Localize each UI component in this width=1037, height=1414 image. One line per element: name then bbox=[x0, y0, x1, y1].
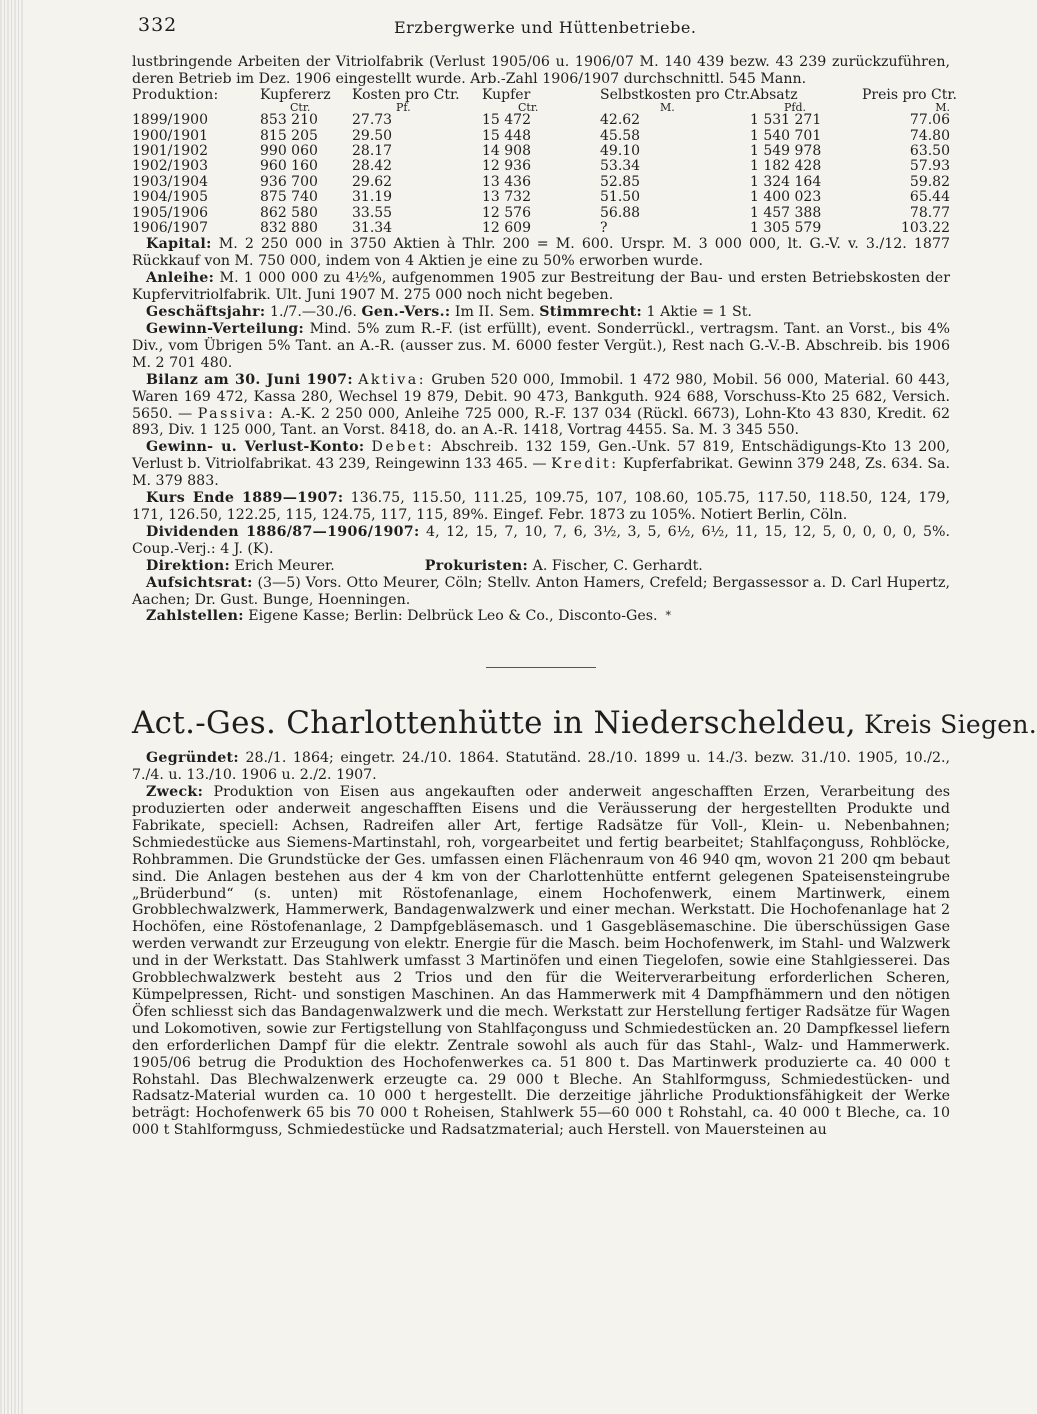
production-row bbox=[132, 190, 950, 205]
passiva-label: Passiva: bbox=[197, 405, 276, 422]
production-units-row bbox=[132, 103, 950, 113]
production-cell: 77.06 bbox=[909, 112, 950, 129]
direktion-paragraph bbox=[132, 558, 950, 575]
col-header-preis: Preis pro Ctr. bbox=[862, 86, 957, 103]
document-page bbox=[132, 14, 1037, 1139]
production-cell: 1 531 271 bbox=[750, 112, 822, 129]
running-title: Erzbergwerke und Hüttenbetriebe. bbox=[394, 18, 697, 37]
stimmrecht-label: Stimmrecht: bbox=[539, 304, 643, 321]
gewinn-verlust-label: Gewinn- u. Verlust-Konto: bbox=[146, 439, 365, 456]
kredit-label: Kredit: bbox=[551, 456, 619, 473]
company-name: Act.-Ges. Charlottenhütte in Niederscheldeu, bbox=[132, 705, 856, 742]
signature-mark: * bbox=[665, 609, 672, 623]
production-cell: 15 448 bbox=[482, 127, 531, 144]
production-cell: 29.62 bbox=[352, 173, 393, 190]
production-cell: 65.44 bbox=[909, 189, 950, 206]
production-cell: 45.58 bbox=[600, 127, 641, 144]
col-header-selbstkosten: Selbstkosten pro Ctr. bbox=[600, 86, 751, 103]
production-cell: 832 880 bbox=[260, 220, 318, 237]
scan-edge-artifact bbox=[0, 0, 24, 1414]
production-cell: 28.17 bbox=[352, 143, 393, 160]
production-cell: 1 324 164 bbox=[750, 173, 822, 190]
kurs-paragraph bbox=[132, 490, 950, 524]
gewinn-verteilung-text: Mind. 5% zum R.-F. (ist erfüllt), event. Sonderrückl., vertragsm. Tant. an Vorst., bis 4% Div., vom Übrigen 5% Tant. an A.-R. (ausser zus. M. 6000 fester Vergüt.), Rest nach G.-V.-B. Abschreib. bis 1906 M. 2 701 480. bbox=[132, 321, 950, 371]
production-cell: 29.50 bbox=[352, 127, 393, 144]
aufsichtsrat-paragraph bbox=[132, 575, 950, 609]
col-header-kupfer: Kupfer bbox=[482, 86, 531, 103]
production-cell: 42.62 bbox=[600, 112, 641, 129]
production-row bbox=[132, 144, 950, 159]
production-row bbox=[132, 159, 950, 174]
production-cell: 53.34 bbox=[600, 158, 641, 175]
bilanz-paragraph bbox=[132, 372, 950, 440]
kapital-paragraph bbox=[132, 236, 950, 270]
production-cell: 33.55 bbox=[352, 204, 393, 221]
col-header-kosten: Kosten pro Ctr. bbox=[352, 86, 460, 103]
gegruendet-paragraph bbox=[132, 750, 950, 784]
production-cell: 990 060 bbox=[260, 143, 318, 160]
production-cell: 1 457 388 bbox=[750, 204, 822, 221]
company-kreis: Kreis Siegen. bbox=[855, 710, 1037, 740]
zahlstellen-text: Eigene Kasse; Berlin: Delbrück Leo & Co., Disconto-Ges. bbox=[243, 608, 658, 625]
prokuristen-value: A. Fischer, C. Gerhardt. bbox=[528, 557, 703, 574]
geschaeftsjahr-value: 1./7.—30./6. bbox=[265, 304, 362, 321]
production-cell: 12 609 bbox=[482, 220, 531, 237]
zweck-label: Zweck: bbox=[146, 784, 204, 801]
production-rows bbox=[132, 113, 950, 236]
production-cell: 14 908 bbox=[482, 143, 531, 160]
production-cell: 31.34 bbox=[352, 220, 393, 237]
running-header bbox=[132, 14, 950, 54]
aktiva-label: Aktiva: bbox=[358, 371, 427, 388]
kurs-label: Kurs Ende 1889—1907: bbox=[146, 490, 344, 507]
production-cell: 1 400 023 bbox=[750, 189, 822, 206]
passiva-text: A.-K. 2 250 000, Anleihe 725 000, R.-F. 137 034 (Rückl. 6673), Lohn-Kto 43 830, Kredit. 62 893, Div. 1 125 000, Tant. an Vorst. 8418, do. an A.-R. 1418, Vortrag 4455. Sa. M. 3 345 550. bbox=[132, 405, 950, 439]
aufsichtsrat-text: (3—5) Vors. Otto Meurer, Cöln; Stellv. Anton Hamers, Crefeld; Bergassessor a. D. Carl Hupertz, Aachen; Dr. Gust. Bunge, Hoenningen. bbox=[132, 574, 950, 608]
production-cell: 1906/1907 bbox=[132, 220, 208, 237]
production-cell: 49.10 bbox=[600, 143, 641, 160]
debet-text: Abschreib. 132 159, Gen.-Unk. 57 819, Entschädigungs-Kto 13 200, Verlust b. Vitriolfabrikat. 43 239, Reingewinn 133 465. — bbox=[132, 439, 951, 473]
kredit-text: Kupferfabrikat. Gewinn 379 248, Zs. 634. Sa. M. 379 883. bbox=[132, 456, 951, 490]
production-table bbox=[132, 86, 957, 237]
production-cell: 1904/1905 bbox=[132, 189, 208, 206]
production-row bbox=[132, 129, 950, 144]
production-cell: 1 549 978 bbox=[750, 143, 822, 160]
page-number: 332 bbox=[138, 14, 178, 36]
dividenden-text: 4, 12, 15, 7, 10, 7, 6, 3½, 3, 5, 6½, 6½, 11, 15, 12, 5, 0, 0, 0, 0, 5%. Coup.-Verj.: 4 J. (K). bbox=[132, 523, 950, 557]
genvers-value: Im II. Sem. bbox=[450, 304, 540, 321]
production-cell: 31.19 bbox=[352, 189, 393, 206]
unit-cell: M. bbox=[935, 101, 950, 115]
production-cell: 78.77 bbox=[909, 204, 950, 221]
production-cell: 56.88 bbox=[600, 204, 641, 221]
production-cell: 936 700 bbox=[260, 173, 318, 190]
section-divider bbox=[486, 667, 596, 668]
production-cell: 1 182 428 bbox=[750, 158, 822, 175]
kapital-text: M. 2 250 000 in 3750 Aktien à Thlr. 200 = M. 600. Urspr. M. 3 000 000, lt. G.-V. v. 3./12. 1877 Rückkauf von M. 750 000, indem von 4 Aktien je eine zu 50% erworben wurde. bbox=[132, 236, 950, 270]
aktiva-text: Gruben 520 000, Immobil. 1 472 980, Mobil. 56 000, Material. 60 443, Waren 169 472, Kassa 280, Wechsel 19 879, Debit. 90 473, Bankguth. 924 688, Vorschuss-Kto 25 682, Versich. 5650. — bbox=[132, 371, 950, 422]
zahlstellen-paragraph bbox=[132, 608, 950, 625]
kapital-label: Kapital: bbox=[146, 236, 212, 253]
gegruendet-label: Gegründet: bbox=[146, 750, 239, 767]
anleihe-paragraph bbox=[132, 270, 950, 304]
production-cell: 15 472 bbox=[482, 112, 531, 129]
production-cell: 52.85 bbox=[600, 173, 641, 190]
production-cell: 57.93 bbox=[909, 158, 950, 175]
production-row bbox=[132, 113, 950, 128]
production-cell: 27.73 bbox=[352, 112, 393, 129]
production-cell: 1901/1902 bbox=[132, 143, 208, 160]
production-cell: 12 936 bbox=[482, 158, 531, 175]
debet-label: Debet: bbox=[371, 439, 435, 456]
unit-cell: Ctr. bbox=[518, 101, 539, 115]
production-cell: ? bbox=[600, 220, 608, 237]
gegruendet-text: 28./1. 1864; eingetr. 24./10. 1864. Statutänd. 28./10. 1899 u. 14./3. bezw. 31./10. 1905, 10./2., 7./4. u. 13./10. 1906 u. 2./2. 1907. bbox=[132, 750, 950, 784]
geschaeftsjahr-paragraph bbox=[132, 304, 950, 321]
company-heading bbox=[132, 705, 1037, 742]
production-cell: 853 210 bbox=[260, 112, 318, 129]
unit-cell: Pfd. bbox=[784, 101, 807, 115]
production-row bbox=[132, 206, 950, 221]
production-cell: 815 205 bbox=[260, 127, 318, 144]
production-cell: 1905/1906 bbox=[132, 204, 208, 221]
production-row bbox=[132, 175, 950, 190]
production-row bbox=[132, 221, 950, 236]
unit-cell: M. bbox=[660, 101, 675, 115]
production-cell: 960 160 bbox=[260, 158, 318, 175]
anleihe-text: M. 1 000 000 zu 4½%, aufgenommen 1905 zur Bestreitung der Bau- und ersten Betriebskosten der Kupfervitriolfabrik. Ult. Juni 1907 M. 275 000 noch nicht begeben. bbox=[132, 270, 950, 304]
production-cell: 13 436 bbox=[482, 173, 531, 190]
kurs-text: 136.75, 115.50, 111.25, 109.75, 107, 108.60, 105.75, 117.50, 118.50, 124, 179, 171, 126.50, 122.25, 115, 124.75, 117, 115, 89%. Eingef. Febr. 1873 zu 105%. Notiert Berlin, Cöln. bbox=[132, 490, 950, 523]
production-cell: 13 732 bbox=[482, 189, 531, 206]
dividenden-label: Dividenden 1886/87—1906/1907: bbox=[146, 523, 420, 540]
prokuristen-label: Prokuristen: bbox=[424, 557, 529, 574]
intro-paragraph: lustbringende Arbeiten der Vitriolfabrik (Verlust 1905/06 u. 1906/07 M. 140 439 bezw. 43 239 zurückzuführen, deren Betrieb im Dez. 1906 eingestellt wurde. Arb.-Zahl 1906/1907 durchschnittl. 545 Mann. bbox=[132, 54, 950, 87]
direktion-label: Direktion: bbox=[146, 557, 230, 574]
col-header-absatz: Absatz bbox=[750, 86, 798, 103]
production-cell: 12 576 bbox=[482, 204, 531, 221]
production-cell: 862 580 bbox=[260, 204, 318, 221]
production-cell: 1903/1904 bbox=[132, 173, 208, 190]
production-cell: 875 740 bbox=[260, 189, 318, 206]
production-cell: 74.80 bbox=[909, 127, 950, 144]
production-cell: 1900/1901 bbox=[132, 127, 208, 144]
production-cell: 59.82 bbox=[909, 173, 950, 190]
stimmrecht-value: 1 Aktie = 1 St. bbox=[642, 304, 752, 321]
direktion-value: Erich Meurer. bbox=[229, 557, 335, 574]
production-cell: 1 540 701 bbox=[750, 127, 822, 144]
production-header-row bbox=[132, 88, 950, 103]
production-cell: 63.50 bbox=[909, 143, 950, 160]
unit-cell: Ctr. bbox=[290, 101, 311, 115]
aufsichtsrat-label: Aufsichtsrat: bbox=[146, 574, 253, 591]
production-cell: 1899/1900 bbox=[132, 112, 208, 129]
bilanz-label: Bilanz am 30. Juni 1907: bbox=[146, 371, 353, 388]
dividenden-paragraph bbox=[132, 524, 950, 558]
unit-cell: Pf. bbox=[396, 101, 411, 115]
zweck-text: Produktion von Eisen aus angekauften oder anderweit angeschafften Erzen, Verarbeitung des produzierten oder anderweit angeschafften Eisens und die Veräusserung der hergestellten Produkte und Fabrikate, speciell: Achsen, Radreifen aller Art, fertige Radsätze für Voll-, Klein- u. Nebenbahnen; Schmiedestücke aus Siemens-Martinstahl, roh, vorgearbeitet und fertig bearbeitet; Stahlfaçonguss, Rohblöcke, Rohbrammen. Die Grundstücke der Ges. umfassen einen Flächenraum von 46 940 qm, wovon 21 200 qm bebaut sind. Die Anlagen bestehen aus der 4 km von der Charlottenhütte entfernt gelegenen Spateisensteingrube „Brüderbund“ (s. unten) mit Röstofenanlage, einem Hochofenwerk, einem Martinwerk, einem Grobblechwalzwerk, Hammerwerk, Bandagenwalzwerk und einer mechan. Werkstatt. Die Hochofenanlage hat 2 Hochöfen, eine Röstofenanlage, 2 Dampfgebläsemasch. und 1 Gasgebläsemaschine. Die überschüssigen Gase werden verwandt zur Erzeugung von elektr. Energie für die Masch. beim Hochofenwerk, im Stahl- und Walzwerk und in der Werkstatt. Das Stahlwerk umfasst 3 Martinöfen und einen Tiegelofen, sowie eine Stahlgiesserei. Das Grobblechwalzwerk besteht aus 2 Trios und den für die Weiterverarbeitung erforderlichen Scheren, Kümpelpressen, Richt- und sonstigen Maschinen. An das Hammerwerk mit 4 Dampfhämmern und den nötigen Öfen schliesst sich das Bandagenwalzwerk und die mech. Werkstatt zur Herstellung fertiger Radsätze für Wagen und Lokomotiven, sowie zur Fertigstellung von Stahlfaçonguss und Schmiedestücken an. 20 Dampfkessel liefern den erforderlichen Dampf für die elektr. Zentrale sowohl als auch für das Stahl-, Walz- und Hammerwerk. 1905/06 betrug die Produktion des Hochofenwerkes ca. 51 800 t. Das Martinwerk produzierte ca. 40 000 t Rohstahl. Das Blechwalzenwerk erzeugte ca. 29 000 t Bleche. An Stahlformguss, Schmiedestücken- und Radsatz-Material wurden ca. 10 000 t hergestellt. Die derzeitige jährliche Produktionsfähigkeit der Werke beträgt: Hochofenwerk 65 bis 70 000 t Roheisen, Stahlwerk 55—60 000 t Rohstahl, ca. 40 000 t Bleche, ca. 10 000 t Stahlformguss, Schmiedestücke und Radsatzmaterial; auch Herstell. von Mauersteinen au bbox=[132, 784, 950, 1139]
zahlstellen-label: Zahlstellen: bbox=[146, 608, 244, 625]
production-cell: 51.50 bbox=[600, 189, 641, 206]
production-label: Produktion: bbox=[132, 86, 219, 103]
zweck-paragraph bbox=[132, 784, 950, 1139]
gewinn-verlust-paragraph bbox=[132, 439, 950, 490]
col-header-kupfererz: Kupfererz bbox=[260, 86, 331, 103]
geschaeftsjahr-label: Geschäftsjahr: bbox=[146, 304, 266, 321]
anleihe-label: Anleihe: bbox=[146, 270, 215, 287]
production-cell: 1 305 579 bbox=[750, 220, 822, 237]
production-cell: 1902/1903 bbox=[132, 158, 208, 175]
genvers-label: Gen.-Vers.: bbox=[361, 304, 451, 321]
gewinn-verteilung-paragraph bbox=[132, 321, 950, 372]
production-cell: 103.22 bbox=[901, 220, 950, 237]
gewinn-verteilung-label: Gewinn-Verteilung: bbox=[146, 321, 304, 337]
production-cell: 28.42 bbox=[352, 158, 393, 175]
